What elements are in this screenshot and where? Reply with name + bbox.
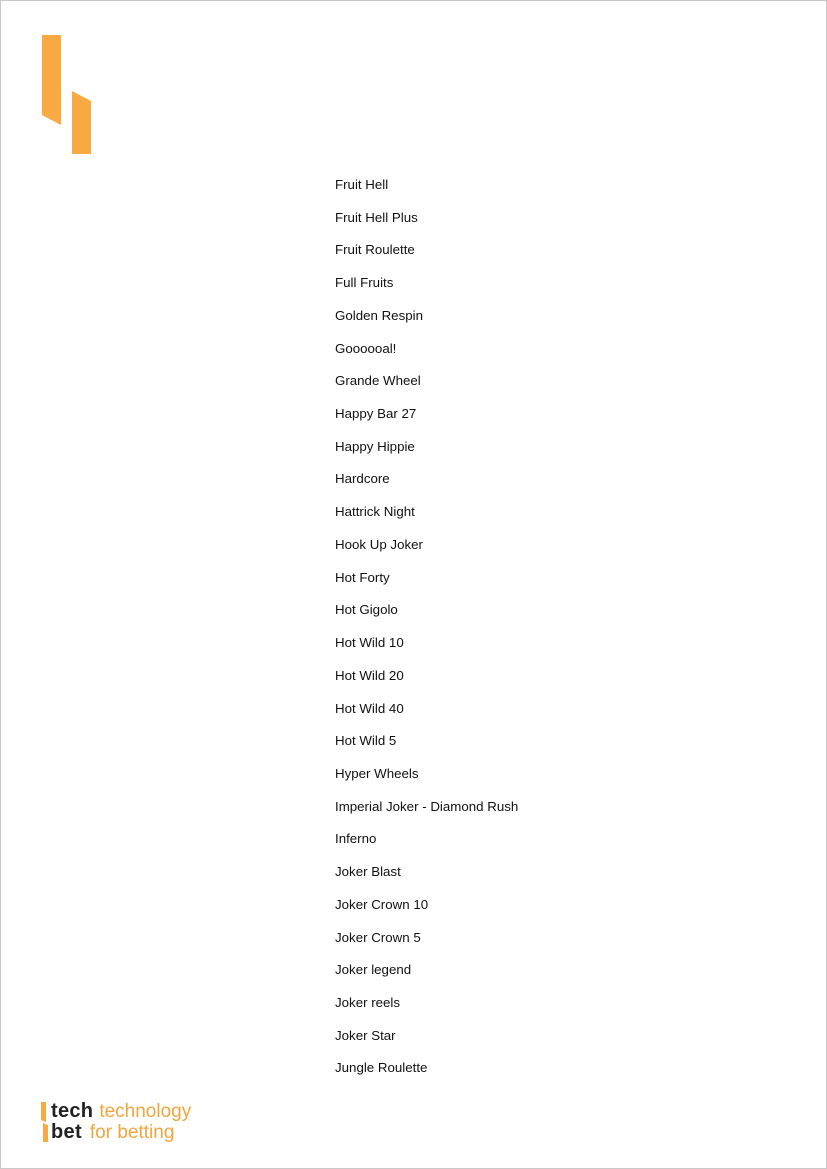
list-item: Goooooal! <box>335 340 397 356</box>
list-item: Joker Crown 5 <box>335 929 421 945</box>
list-item: Jungle Roulette <box>335 1060 428 1076</box>
list-item: Hot Forty <box>335 569 390 585</box>
list-item: Fruit Hell Plus <box>335 209 418 225</box>
brand-logo-icon <box>41 34 93 156</box>
techbet-mark-icon <box>41 1102 49 1142</box>
list-item: Hardcore <box>335 471 390 487</box>
list-item: Imperial Joker - Diamond Rush <box>335 798 519 814</box>
list-item: Hook Up Joker <box>335 536 423 552</box>
list-item: Hyper Wheels <box>335 765 419 781</box>
list-item: Inferno <box>335 831 377 847</box>
brand-tech: tech <box>51 1100 94 1122</box>
list-item: Fruit Hell <box>335 177 389 192</box>
list-item: Happy Bar 27 <box>335 406 417 422</box>
tagline-line2: for betting <box>89 1122 175 1143</box>
list-item: Grande Wheel <box>335 373 421 389</box>
game-list <box>335 177 518 1093</box>
list-item: Joker Blast <box>335 864 401 880</box>
list-item: Joker Crown 10 <box>335 896 429 912</box>
brand-bet: bet <box>51 1121 82 1143</box>
list-item: Happy Hippie <box>335 438 415 454</box>
list-item: Hot Wild 5 <box>335 733 397 749</box>
list-item: Golden Respin <box>335 307 423 323</box>
list-item: Full Fruits <box>335 275 394 291</box>
list-item: Hot Wild 20 <box>335 667 404 683</box>
list-item: Hot Wild 40 <box>335 700 404 716</box>
list-item: Joker Star <box>335 1027 396 1043</box>
tagline-line1: technology <box>99 1101 192 1122</box>
list-item: Joker legend <box>335 962 412 978</box>
list-item: Fruit Roulette <box>335 242 415 258</box>
list-item: Joker reels <box>335 994 401 1010</box>
list-item: Hot Gigolo <box>335 602 398 618</box>
list-item: Hattrick Night <box>335 504 415 520</box>
footer-logo <box>41 1101 191 1143</box>
list-item: Hot Wild 10 <box>335 635 404 651</box>
